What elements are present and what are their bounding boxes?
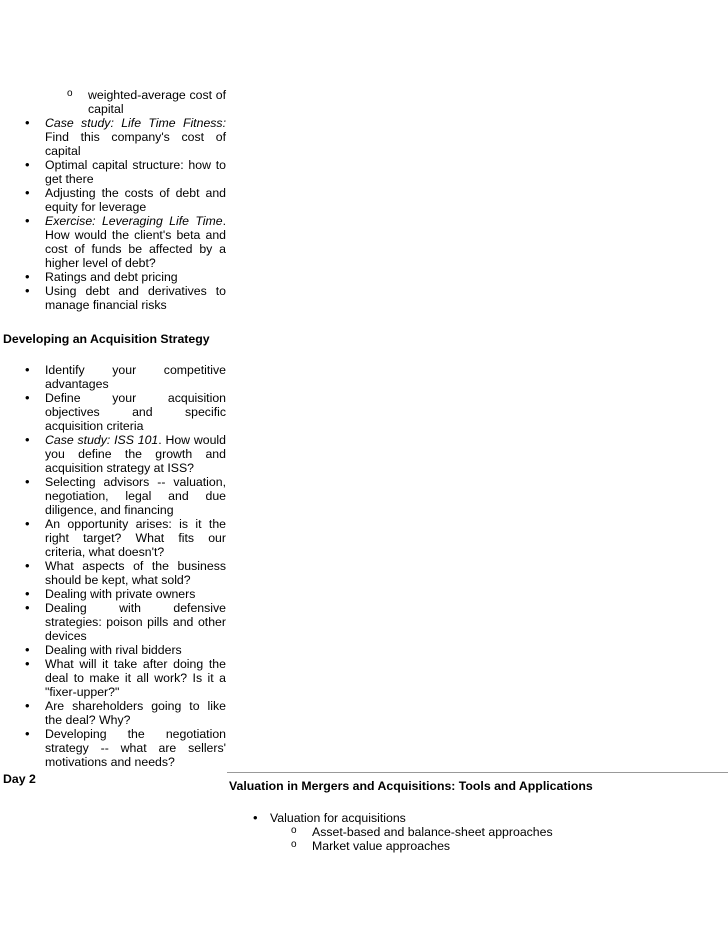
list-item — [45, 116, 226, 158]
list-item-text: What aspects of the business should be kept, what sold? — [45, 559, 226, 587]
valuation-sublist — [270, 825, 720, 853]
list-item-text: . How would you define the growth and acquisition strategy at ISS? — [45, 433, 226, 475]
italic-lead: Case study: ISS 101 — [45, 433, 159, 447]
list-item — [45, 284, 226, 312]
list-item-text: Ratings and debt pricing — [45, 270, 178, 284]
sublist-item: o weighted-average cost of capital — [88, 88, 226, 116]
list-item-text: Using debt and derivatives to manage financial risks — [45, 284, 226, 312]
sublist-item: o Asset-based and balance-sheet approaches — [312, 825, 720, 839]
right-title: Valuation in Mergers and Acquisitions: Tools and Applications — [229, 779, 593, 793]
list-item-text: Adjusting the costs of debt and equity for leverage — [45, 186, 226, 214]
list-item — [45, 657, 226, 699]
list-item — [45, 363, 226, 391]
list-item-text: Dealing with defensive strategies: poison pills and other devices — [45, 601, 226, 643]
list-item-text: An opportunity arises: is it the right target? What fits our criteria, what doesn't? — [45, 517, 226, 559]
list-item — [45, 699, 226, 727]
list-item — [45, 601, 226, 643]
list-item — [45, 433, 226, 475]
list-item-text: Find this company's cost of capital — [45, 130, 226, 158]
list-item — [45, 643, 226, 657]
list-item-text: Developing the negotiation strategy -- what are sellers' motivations and needs? — [45, 727, 226, 769]
list-item — [45, 517, 226, 559]
list-item — [45, 214, 226, 270]
valuation-list — [270, 811, 720, 853]
acquisition-strategy-list — [0, 363, 226, 769]
list-item-text: Dealing with private owners — [45, 587, 196, 601]
acquisition-strategy-column — [0, 363, 226, 769]
cost-of-capital-list — [0, 116, 226, 312]
italic-lead: Case study: Life Time Fitness: — [45, 116, 226, 130]
list-item — [270, 811, 720, 853]
list-item-text: Identify your competitive advantages — [45, 363, 226, 391]
list-item-text: Are shareholders going to like the deal? Why? — [45, 699, 226, 727]
list-item — [45, 270, 226, 284]
left-column — [0, 88, 226, 312]
italic-lead: Exercise: Leveraging Life Time — [45, 214, 223, 228]
list-item-text: Optimal capital structure: how to get there — [45, 158, 226, 186]
list-item — [45, 559, 226, 587]
list-item — [45, 587, 226, 601]
list-item-text: Dealing with rival bidders — [45, 643, 182, 657]
list-item — [45, 475, 226, 517]
divider — [227, 772, 728, 773]
day-label: Day 2 — [3, 772, 36, 786]
top-sublist — [0, 88, 226, 116]
list-item-text: Selecting advisors -- valuation, negotiation, legal and due diligence, and financing — [45, 475, 226, 517]
section-heading: Developing an Acquisition Strategy — [3, 332, 210, 346]
right-column — [270, 811, 720, 853]
list-item-text: Define your acquisition objectives and specific acquisition criteria — [45, 391, 226, 433]
list-item-text: . How would the client's beta and cost of funds be affected by a higher level of debt? — [45, 214, 226, 270]
list-item — [45, 186, 226, 214]
list-item — [45, 158, 226, 186]
list-item — [45, 727, 226, 769]
sublist-item: o Market value approaches — [312, 839, 720, 853]
list-item — [45, 391, 226, 433]
list-item-text: What will it take after doing the deal to make it all work? Is it a "fixer-upper?" — [45, 657, 226, 699]
list-item-text: Valuation for acquisitions — [270, 811, 406, 825]
